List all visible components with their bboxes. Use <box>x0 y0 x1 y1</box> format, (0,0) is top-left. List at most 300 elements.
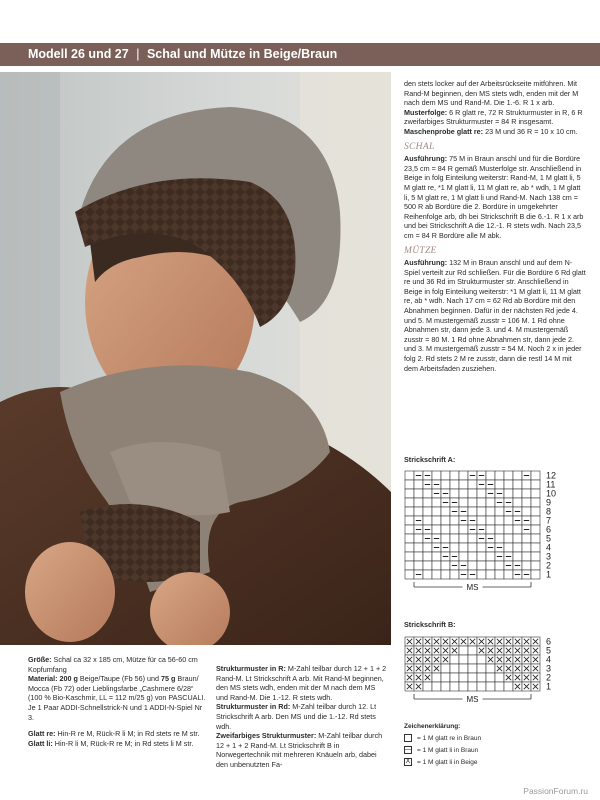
legend-symbol-x-icon: X <box>405 758 411 765</box>
chart-row-label: 2 <box>546 560 552 571</box>
chart-cell <box>468 471 477 480</box>
intro-paragraph: den stets locker auf der Arbeitsrückseite mitführen. Mit Rand-M beginnen, den MS stets wdh, enden mit der M nach dem MS und Rand-M. Die 1.-6. R 1 x arb. <box>404 79 579 108</box>
chart-cell <box>495 570 504 579</box>
chart-cell <box>486 516 495 525</box>
chart-cell <box>477 516 486 525</box>
chart-cell <box>522 498 531 507</box>
schal-text: 75 M in Braun anschl und für die Bordüre 23,5 cm = 84 R gemäß Musterfolge str. Anschließend in Beige in folg Einteilung weiterstr: Rand-M, 1 M glatt li, 5 M glatt re, *1 M glatt li, 11 M glatt re, ab * wdh, 1 M glatt li, 5 M glatt re, 1 M glatt li und Rand-M. Nach 138 cm = 500 R ab Bordüre die 2. Bordüre in umgekehrter Reihenfolge arb, dh bei Strickschrift B die 6.-1. R 1 x arb und bei Strickschrift A die 12.-1. R stets wdh. Nach 23,5 cm = 84 R Bordüre alle M abk. <box>404 154 584 240</box>
chart-cell <box>423 552 432 561</box>
chart-cell <box>486 682 495 691</box>
chart-cell <box>531 525 540 534</box>
chart-cell <box>486 570 495 579</box>
chart-cell <box>450 552 459 561</box>
chart-cell <box>468 507 477 516</box>
chart-cell <box>486 507 495 516</box>
legend-text: = 1 M glatt li in Braun <box>417 746 479 754</box>
chart-cell <box>405 480 414 489</box>
chart-cell <box>459 498 468 507</box>
chart-cell <box>495 525 504 534</box>
chart-cell <box>522 507 531 516</box>
chart-cell <box>432 637 441 646</box>
bottom-left-column <box>28 655 206 748</box>
chart-cell <box>495 664 504 673</box>
chart-cell <box>441 480 450 489</box>
chart-cell <box>414 471 423 480</box>
chart-cell <box>468 682 477 691</box>
zweifarbig-text: M-Zahl teilbar durch 12 + 1 + 2 Rand-M. Lt Strickschrift B in Norwegertechnik mit mehreren Knäueln arb, dabei den unbenutzten Fa- <box>216 731 383 769</box>
chart-cell <box>513 489 522 498</box>
chart-cell <box>432 561 441 570</box>
chart-cell <box>468 498 477 507</box>
chart-cell <box>459 673 468 682</box>
chart-cell <box>450 498 459 507</box>
chart-cell <box>495 507 504 516</box>
chart-cell <box>459 664 468 673</box>
glatt-re-text: Hin-R re M, Rück-R li M; in Rd stets re M str. <box>55 729 200 739</box>
zweifarbig-label: Zweifarbiges Strukturmuster: <box>216 731 317 741</box>
chart-cell <box>405 637 414 646</box>
strukturmuster-r-text: M-Zahl teilbar durch 12 + 1 + 2 Rand-M. Lt Strickschrift A arb. Mit Rand-M beginnen, den MS stets wdh, enden mit der M nach dem MS und Rand-M. Die 1.-12. R stets wdh. <box>216 664 387 702</box>
chart-cell <box>450 534 459 543</box>
chart-cell <box>414 664 423 673</box>
chart-cell <box>486 543 495 552</box>
groesse-text: Schal ca 32 x 185 cm, Mütze für ca 56-60 cm Kopfumfang <box>28 655 198 674</box>
bottom-middle-column <box>216 664 388 770</box>
chart-cell <box>432 534 441 543</box>
schal-paragraph <box>404 154 587 240</box>
chart-cell <box>450 561 459 570</box>
chart-cell <box>504 655 513 664</box>
chart-cell <box>441 570 450 579</box>
chart-cell <box>513 561 522 570</box>
chart-cell <box>531 570 540 579</box>
chart-cell <box>405 561 414 570</box>
chart-cell <box>531 534 540 543</box>
chart-cell <box>522 664 531 673</box>
strukturmuster-rd-text: M-Zahl teilbar durch 12. Lt Strickschrift A arb. Den MS und die 1.-12. Rd stets wdh. <box>216 702 377 731</box>
chart-cell <box>495 534 504 543</box>
header-separator: | <box>136 47 140 61</box>
muetze-heading: MÜTZE <box>404 245 437 256</box>
chart-cell <box>513 552 522 561</box>
material-text-2: Braun/ Mocca (Fb 72) oder Lieblingsfarbe „Cashmere 6/28“ (100 % Bio-Kaschmir, LL = 112 m/25 g) von PASCUALI. Je 1 Paar ADDI-Schnellstrick-N und 1 ADDI-N-Spiel Nr 3. <box>28 674 206 722</box>
chart-cell <box>504 534 513 543</box>
chart-cell <box>522 637 531 646</box>
chart-cell <box>468 673 477 682</box>
chart-cell <box>414 534 423 543</box>
musterfolge-label: Musterfolge: <box>404 107 448 117</box>
chart-cell <box>441 664 450 673</box>
legend-item-purl-beige <box>404 756 481 768</box>
chart-cell <box>432 682 441 691</box>
chart-cell <box>441 552 450 561</box>
legend-symbol-empty-icon <box>404 734 412 742</box>
chart-cell <box>459 655 468 664</box>
chart-cell <box>522 525 531 534</box>
chart-cell <box>513 525 522 534</box>
chart-cell <box>477 507 486 516</box>
chart-cell <box>441 471 450 480</box>
chart-cell <box>450 673 459 682</box>
chart-row-label: 4 <box>546 654 552 665</box>
chart-row-label: 12 <box>546 470 557 481</box>
chart-cell <box>459 525 468 534</box>
chart-cell <box>513 637 522 646</box>
chart-cell <box>477 543 486 552</box>
chart-cell <box>504 682 513 691</box>
chart-cell <box>513 471 522 480</box>
chart-cell <box>522 543 531 552</box>
chart-cell <box>459 552 468 561</box>
chart-cell <box>441 525 450 534</box>
chart-cell <box>441 682 450 691</box>
chart-cell <box>414 480 423 489</box>
chart-cell <box>522 646 531 655</box>
chart-cell <box>405 673 414 682</box>
chart-cell <box>477 664 486 673</box>
chart-cell <box>504 516 513 525</box>
chart-cell <box>423 646 432 655</box>
chart-cell <box>441 673 450 682</box>
chart-cell <box>513 507 522 516</box>
chart-cell <box>423 664 432 673</box>
chart-cell <box>432 664 441 673</box>
chart-cell <box>495 655 504 664</box>
chart-cell <box>405 534 414 543</box>
chart-cell <box>504 561 513 570</box>
page-title: Schal und Mütze in Beige/Braun <box>146 47 338 61</box>
chart-cell <box>450 637 459 646</box>
chart-cell <box>513 534 522 543</box>
chart-cell <box>513 480 522 489</box>
chart-row-label: 5 <box>546 533 552 544</box>
watermark: PassionForum.ru <box>523 786 588 796</box>
chart-cell <box>432 646 441 655</box>
chart-cell <box>459 543 468 552</box>
chart-cell <box>414 682 423 691</box>
chart-cell <box>423 637 432 646</box>
chart-cell <box>414 637 423 646</box>
chart-cell <box>522 552 531 561</box>
chart-cell <box>423 507 432 516</box>
chart-cell <box>486 664 495 673</box>
chart-cell <box>531 682 540 691</box>
chart-cell <box>504 570 513 579</box>
chart-cell <box>405 664 414 673</box>
legend-item-purl-brown <box>404 744 481 756</box>
chart-cell <box>414 507 423 516</box>
chart-row-label: 6 <box>546 636 552 647</box>
chart-cell <box>432 480 441 489</box>
groesse-paragraph <box>28 655 206 674</box>
chart-cell <box>414 525 423 534</box>
chart-cell <box>432 507 441 516</box>
glatt-re-label: Glatt re: <box>28 729 56 739</box>
chart-cell <box>486 561 495 570</box>
chart-cell <box>486 655 495 664</box>
legend-item-knit-brown <box>404 732 481 744</box>
chart-cell <box>432 552 441 561</box>
chart-row-label: 1 <box>546 569 552 580</box>
chart-cell <box>414 552 423 561</box>
chart-row-label: 1 <box>546 681 552 692</box>
chart-cell <box>522 561 531 570</box>
chart-row-label: 9 <box>546 497 552 508</box>
chart-cell <box>441 507 450 516</box>
chart-cell <box>441 655 450 664</box>
chart-cell <box>522 682 531 691</box>
chart-cell <box>495 637 504 646</box>
chart-row-label: 10 <box>546 488 557 499</box>
chart-cell <box>477 637 486 646</box>
chart-cell <box>468 570 477 579</box>
chart-cell <box>486 480 495 489</box>
chart-cell <box>486 637 495 646</box>
chart-cell <box>450 682 459 691</box>
chart-cell <box>477 471 486 480</box>
page-header <box>0 43 600 66</box>
chart-cell <box>486 646 495 655</box>
schal-heading: SCHAL <box>404 141 435 152</box>
chart-cell <box>459 516 468 525</box>
chart-cell <box>513 516 522 525</box>
chart-cell <box>468 637 477 646</box>
chart-cell <box>423 655 432 664</box>
glatt-re-paragraph <box>28 729 206 739</box>
chart-cell <box>504 543 513 552</box>
chart-cell <box>423 525 432 534</box>
chart-cell <box>459 507 468 516</box>
chart-cell <box>405 489 414 498</box>
chart-cell <box>450 543 459 552</box>
chart-cell <box>432 471 441 480</box>
chart-cell <box>450 655 459 664</box>
chart-cell <box>486 471 495 480</box>
chart-cell <box>459 646 468 655</box>
chart-cell <box>504 471 513 480</box>
chart-cell <box>441 543 450 552</box>
chart-cell <box>522 516 531 525</box>
musterfolge-paragraph <box>404 108 587 127</box>
chart-cell <box>522 570 531 579</box>
strukturmuster-r-label: Strukturmuster in R: <box>216 664 286 673</box>
glatt-li-label: Glatt li: <box>28 738 53 748</box>
legend-symbol-dash-icon: — <box>405 746 412 753</box>
chart-cell <box>495 489 504 498</box>
chart-cell <box>504 552 513 561</box>
chart-cell <box>531 480 540 489</box>
material-label-2: 75 g <box>161 674 176 684</box>
chart-cell <box>477 534 486 543</box>
schal-label: Ausführung: <box>404 154 448 164</box>
material-label: Material: 200 g <box>28 674 78 684</box>
legend <box>404 723 481 768</box>
chart-cell <box>423 534 432 543</box>
chart-cell <box>459 489 468 498</box>
chart-cell <box>495 673 504 682</box>
muetze-text: 132 M in Braun anschl und auf dem N-Spiel verteilt zur Rd schließen. Für die Bordüre 6 Rd glatt re und 36 Rd im Strukturmuster str. Anschließend in Beige in folg Einteilung weiterstr: *1 M glatt li, 11 M glatt re, ab * wdh. Nach 17 cm = 62 Rd ab Bordüre mit den Abnahmen beginnen. Dafür in der nächsten Rd jede 4. und 5. M mustergemäß zusstr = 106 M. 1 Rd ohne Abnahmen str, dann jede 3. und 4. M mustergemäß zusstr = 80 M. 1 Rd ohne Abnahmen str, dann jede 2. und 3. M mustergemäß zusstr = 54 M. Noch 2 x in jeder folg 2. Rd stets 2 M re zusstr, dann die restl 14 M mit dem Arbeitsfaden zusziehen. <box>404 258 586 373</box>
chart-cell <box>405 570 414 579</box>
chart-row-label: 3 <box>546 551 552 562</box>
legend-title: Zeichenerklärung: <box>404 723 461 730</box>
chart-cell <box>450 489 459 498</box>
chart-cell <box>450 516 459 525</box>
chart-cell <box>432 516 441 525</box>
chart-cell <box>486 552 495 561</box>
legend-text: = 1 M glatt li in Beige <box>417 758 478 766</box>
chart-cell <box>477 480 486 489</box>
chart-cell <box>468 561 477 570</box>
chart-cell <box>459 682 468 691</box>
chart-cell <box>459 471 468 480</box>
chart-row-label: 4 <box>546 542 552 553</box>
repeat-label: MS <box>466 583 479 592</box>
chart-cell <box>531 552 540 561</box>
chart-cell <box>522 480 531 489</box>
chart-cell <box>531 646 540 655</box>
chart-cell <box>504 673 513 682</box>
chart-cell <box>531 664 540 673</box>
chart-cell <box>468 516 477 525</box>
groesse-label: Größe: <box>28 655 52 664</box>
chart-row-label: 7 <box>546 515 552 526</box>
musterfolge-text: 6 R glatt re, 72 R Strukturmuster in R, 6 R zweifarbiges Strukturmuster = 84 R insgesamt. <box>404 107 583 127</box>
chart-cell <box>531 516 540 525</box>
chart-cell <box>423 570 432 579</box>
chart-cell <box>405 471 414 480</box>
chart-cell <box>450 664 459 673</box>
chart-cell <box>477 646 486 655</box>
chart-cell <box>522 655 531 664</box>
chart-cell <box>441 534 450 543</box>
muetze-paragraph <box>404 258 587 373</box>
chart-cell <box>432 498 441 507</box>
chart-cell <box>468 543 477 552</box>
chart-cell <box>441 561 450 570</box>
chart-cell <box>513 682 522 691</box>
chart-cell <box>477 552 486 561</box>
chart-row-label: 6 <box>546 524 552 535</box>
model-number: Modell 26 und 27 <box>28 47 129 61</box>
chart-cell <box>414 570 423 579</box>
chart-cell <box>504 637 513 646</box>
chart-cell <box>468 489 477 498</box>
chart-cell <box>432 525 441 534</box>
chart-cell <box>459 534 468 543</box>
chart-a-title: Strickschrift A: <box>404 455 456 464</box>
chart-row-label: 8 <box>546 506 552 517</box>
chart-cell <box>459 637 468 646</box>
chart-cell <box>423 682 432 691</box>
chart-cell <box>423 480 432 489</box>
chart-cell <box>405 655 414 664</box>
chart-cell <box>477 570 486 579</box>
chart-cell <box>423 561 432 570</box>
material-paragraph <box>28 674 206 722</box>
chart-cell <box>504 507 513 516</box>
legend-text: = 1 M glatt re in Braun <box>417 734 482 742</box>
chart-cell <box>414 498 423 507</box>
chart-cell <box>477 489 486 498</box>
chart-cell <box>504 525 513 534</box>
chart-cell <box>486 498 495 507</box>
chart-cell <box>513 570 522 579</box>
chart-cell <box>450 471 459 480</box>
chart-cell <box>477 525 486 534</box>
strukturmuster-rd-paragraph <box>216 702 388 731</box>
chart-cell <box>414 646 423 655</box>
chart-cell <box>405 525 414 534</box>
chart-cell <box>504 480 513 489</box>
chart-row-label: 11 <box>546 479 556 490</box>
chart-row-label: 3 <box>546 663 552 674</box>
right-text-column <box>404 79 587 373</box>
chart-cell <box>531 637 540 646</box>
chart-b-title: Strickschrift B: <box>404 620 456 629</box>
chart-cell <box>513 543 522 552</box>
chart-cell <box>459 570 468 579</box>
chart-cell <box>414 655 423 664</box>
chart-cell <box>522 489 531 498</box>
glatt-li-text: Hin-R li M, Rück-R re M; in Rd stets li M str. <box>52 738 194 748</box>
chart-cell <box>423 471 432 480</box>
chart-cell <box>495 471 504 480</box>
chart-cell <box>495 480 504 489</box>
chart-cell <box>405 498 414 507</box>
chart-cell <box>513 646 522 655</box>
chart-cell <box>432 489 441 498</box>
chart-cell <box>468 552 477 561</box>
chart-cell <box>531 489 540 498</box>
strukturmuster-rd-label: Strukturmuster in Rd: <box>216 702 291 712</box>
chart-cell <box>531 655 540 664</box>
chart-cell <box>495 682 504 691</box>
chart-cell <box>522 471 531 480</box>
chart-cell <box>405 552 414 561</box>
strukturmuster-r-paragraph <box>216 664 388 702</box>
chart-row-label: 5 <box>546 645 552 656</box>
chart-cell <box>450 570 459 579</box>
chart-cell <box>522 673 531 682</box>
chart-cell <box>504 489 513 498</box>
chart-cell <box>432 570 441 579</box>
chart-cell <box>513 655 522 664</box>
chart-cell <box>522 534 531 543</box>
chart-cell <box>450 525 459 534</box>
chart-cell <box>468 480 477 489</box>
chart-cell <box>486 525 495 534</box>
chart-cell <box>450 507 459 516</box>
chart-cell <box>450 480 459 489</box>
chart-cell <box>477 561 486 570</box>
chart-cell <box>414 489 423 498</box>
chart-cell <box>486 534 495 543</box>
chart-cell <box>468 534 477 543</box>
chart-cell <box>513 498 522 507</box>
chart-cell <box>531 673 540 682</box>
maschenprobe-text: 23 M und 36 R = 10 x 10 cm. <box>483 126 578 136</box>
chart-cell <box>432 673 441 682</box>
chart-cell <box>468 525 477 534</box>
knitting-chart-a <box>400 466 560 606</box>
chart-cell <box>432 655 441 664</box>
chart-cell <box>513 664 522 673</box>
chart-cell <box>531 561 540 570</box>
chart-cell <box>468 664 477 673</box>
chart-cell <box>459 561 468 570</box>
chart-row-label: 2 <box>546 672 552 683</box>
chart-cell <box>441 498 450 507</box>
